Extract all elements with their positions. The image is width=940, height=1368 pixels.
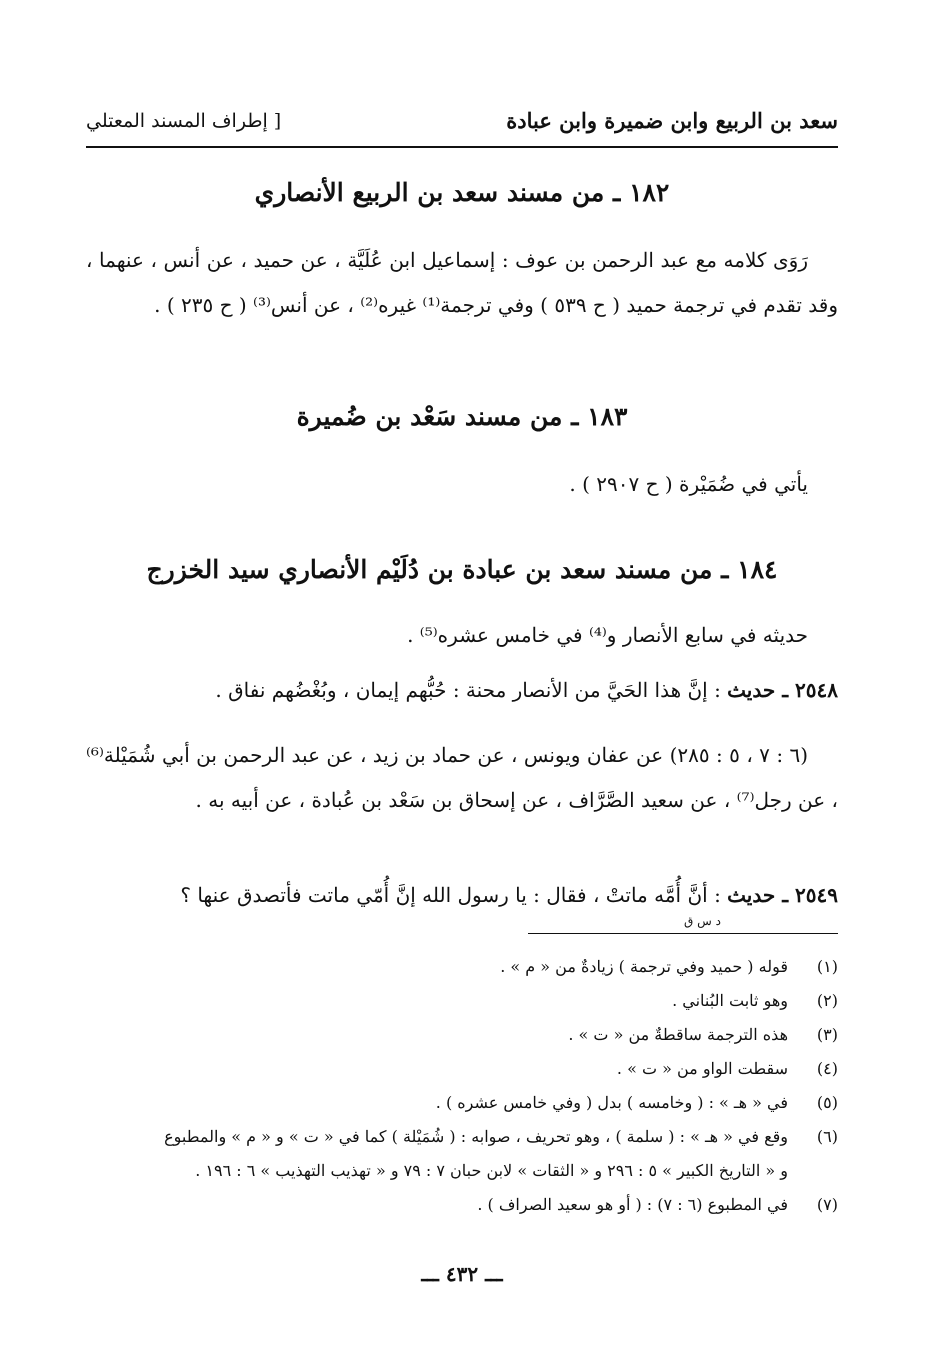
footnote-text: هذه الترجمة ساقطةٌ من « ت » . [568, 1025, 788, 1044]
hadith-text: : إنَّ هذا الحَيَّ من الأنصار محنة : حُبُّهم إيمان ، وبُغْضُهم نفاق . [215, 678, 728, 702]
section-body-184: حديثه في سابع الأنصار و⁽⁴⁾ في خامس عشره⁽⁵⁾ . [407, 623, 808, 647]
footnote-4 [86, 1052, 838, 1086]
footnote-3 [86, 1018, 838, 1052]
section-title-182: ١٨٢ ـ من مسند سعد بن الربيع الأنصاري [254, 178, 670, 207]
footnote-text: قوله ( حميد وفي ترجمة ) زيادةٌ من « م » . [500, 957, 788, 976]
footnote-text-continued: و « التاريخ الكبير » ٥ : ٢٩٦ و « الثقات » لابن حبان ٧ : ٧٩ و « تهذيب التهذيب » ٦ : ١٩٦ . [195, 1161, 788, 1180]
footnote-6 [86, 1120, 838, 1188]
footnote-number: (١) [816, 957, 838, 976]
footnote-number: (٦) [816, 1127, 838, 1146]
source-sigla: د س ق [684, 914, 721, 928]
section-title-183: ١٨٣ ـ من مسند سَعْد بن ضُميرة [296, 402, 628, 431]
footnote-text: وهو ثابت البُناني . [672, 991, 788, 1010]
footnote-text: في « هـ » : ( وخامسه ) بدل ( وفي خامس عشره ) . [435, 1093, 788, 1112]
hadith-text: : أنَّ أُمَّه ماتتْ ، فقال : يا رسول الله إنَّ أُمّي ماتت فأتصدق عنها ؟ [180, 883, 728, 907]
footnote-number: (٥) [816, 1093, 838, 1112]
header-book-title: [ إطراف المسند المعتلي [86, 110, 282, 132]
footnote-number: (٧) [816, 1195, 838, 1214]
footnote-5 [86, 1086, 838, 1120]
hadith-2549 [86, 873, 838, 918]
footnote-7 [86, 1188, 838, 1222]
footnote-number: (٤) [816, 1059, 838, 1078]
footnote-separator [528, 933, 838, 934]
footnote-text: سقطت الواو من « ت » . [616, 1059, 788, 1078]
hadith-2548 [86, 668, 838, 713]
footnotes [86, 950, 838, 1222]
footnote-2 [86, 984, 838, 1018]
page-number: ـــ ٤٣٢ ـــ [421, 1262, 503, 1286]
footnote-text: في المطبوع (٦ : ٧) : ( أو هو سعيد الصراف ) . [477, 1195, 788, 1214]
running-header [86, 102, 838, 148]
section-body-183: يأتي في ضُمَيْرة ( ح ٢٩٠٧ ) . [569, 472, 808, 496]
footnote-text: وقع في « هـ » : ( سلمة ) ، وهو تحريف ، صوابه : ( شُمَيْلة ) كما في « ت » و « م » والمطبوع [164, 1127, 788, 1146]
section-title-184: ١٨٤ ـ من مسند سعد بن عبادة بن دُلَيْم الأنصاري سيد الخزرج [146, 555, 778, 584]
hadith-number: ٢٥٤٨ ـ حديث [727, 678, 838, 702]
footnote-number: (٣) [816, 1025, 838, 1044]
hadith-2548-isnad: (٦ : ٧ ، ٥ : ٢٨٥) عن عفان ويونس ، عن حماد بن زيد ، عن عبد الرحمن بن أبي شُمَيْلة⁽⁶⁾ ، عن رجل⁽⁷⁾ ، عن سعيد الصَّرَّاف ، عن إسحاق بن سَعْد بن عُبادة ، عن أبيه به . [86, 743, 838, 812]
footnote-number: (٢) [816, 991, 838, 1010]
header-title: سعد بن الربيع وابن ضميرة وابن عبادة [506, 108, 838, 133]
section-body-182: رَوَى كلامه مع عبد الرحمن بن عوف : إسماعيل ابن عُلَيَّة ، عن حميد ، عن أنس ، عنهما ، وقد تقدم في ترجمة حميد ( ح ٥٣٩ ) وفي ترجمة⁽¹⁾ غيره⁽²⁾ ، عن أنس⁽³⁾ ( ح ٢٣٥ ) . [86, 248, 838, 317]
footnote-1 [86, 950, 838, 984]
hadith-number: ٢٥٤٩ ـ حديث [727, 883, 838, 907]
